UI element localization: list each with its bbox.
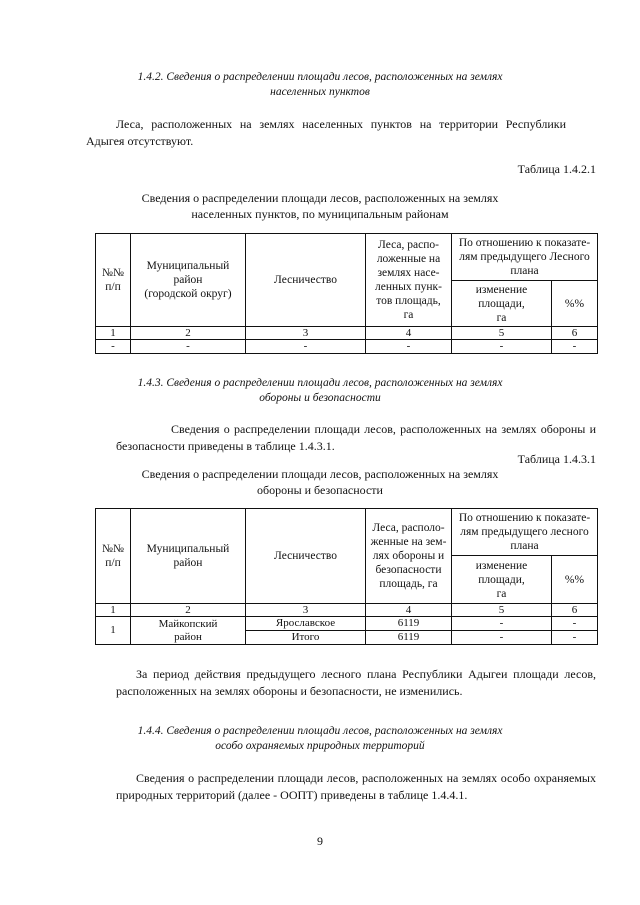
table-cell-change: - [452,631,552,645]
column-number-row [96,604,598,617]
caption-line: населенных пунктов, по муниципальным районам [191,207,449,221]
table-cell-area: 6119 [366,617,452,631]
page-number: 9 [317,834,323,848]
table-cell-forestry: Ярославское [246,617,366,631]
table-cell: - [246,340,366,354]
heading-line: 1.4.4. Сведения о распределении площади лесов, расположенных на землях [137,725,503,737]
header-change: изменение площади, га [452,281,552,327]
table-cell-change: - [452,617,552,631]
table-cell: - [552,340,598,354]
table-caption-1-4-2-1 [100,190,540,222]
header-num: №№ п/п [96,509,131,604]
column-number: 6 [552,604,598,617]
header-district: Муниципальный район (городской округ) [131,234,246,327]
column-number-row [96,327,598,340]
heading-line: 1.4.3. Сведения о распределении площади лесов, расположенных на землях [137,377,503,389]
column-number: 4 [366,327,452,340]
header-district: Муниципальный район [131,509,246,604]
column-number: 1 [96,327,131,340]
section-paragraph-1-4-4: Сведения о распределении площади лесов, расположенных на землях особо охраняемых природных территорий (далее - ООПТ) приведены в таблице 1.4.4.1. [116,771,596,802]
table-cell-percent: - [552,617,598,631]
table-cell-forestry: Итого [246,631,366,645]
caption-line: Сведения о распределении площади лесов, расположенных на землях [141,191,499,205]
column-number: 2 [131,604,246,617]
column-number: 1 [96,604,131,617]
header-num: №№ п/п [96,234,131,327]
heading-line: обороны и безопасности [259,392,381,404]
heading-line: 1.4.2. Сведения о распределении площади лесов, расположенных на землях [137,71,503,83]
section-heading-1-4-2 [60,70,580,100]
column-number: 2 [131,327,246,340]
table-cell: - [96,340,131,354]
header-area: Леса, располо- женные на зем- лях обороны и безопасности площадь, га [366,509,452,604]
column-number: 3 [246,327,366,340]
table-cell-percent: - [552,631,598,645]
table-number-1-4-2-1: Таблица 1.4.2.1 [517,162,596,176]
column-number: 3 [246,604,366,617]
table-cell: - [366,340,452,354]
table-row [96,340,598,354]
table-cell-area: 6119 [366,631,452,645]
header-percent: %% [552,556,598,604]
column-number: 4 [366,604,452,617]
section-paragraph-1-4-3: Сведения о распределении площади лесов, расположенных на землях обороны и безопасности приведены в таблице 1.4.3.1. [116,422,596,453]
table-1-4-3-1 [95,508,598,645]
table-1-4-2-1 [95,233,598,354]
section-paragraph-1-4-2: Леса, расположенных на землях населенных пунктов на территории Республики Адыгея отсутствуют. [86,117,566,148]
table-cell: - [452,340,552,354]
section-closing-paragraph-1-4-3: За период действия предыдущего лесного плана Республики Адыгеи площади лесов, расположенных на землях обороны и безопасности, не изменились. [116,667,596,698]
caption-line: Сведения о распределении площади лесов, расположенных на землях [141,467,499,481]
section-heading-1-4-3 [60,376,580,406]
header-forestry: Лесничество [246,234,366,327]
heading-line: особо охраняемых природных территорий [215,740,425,752]
header-change: изменение площади, га [452,556,552,604]
header-percent: %% [552,281,598,327]
header-forestry: Лесничество [246,509,366,604]
table-number-1-4-3-1: Таблица 1.4.3.1 [517,452,596,466]
header-relative: По отношению к показате- лям предыдущего лесного плана [452,509,598,556]
section-heading-1-4-4 [60,724,580,754]
table-cell-row-number: 1 [96,617,131,645]
table-caption-1-4-3-1 [100,466,540,498]
caption-line: обороны и безопасности [257,483,383,497]
table-cell: - [131,340,246,354]
heading-line: населенных пунктов [270,86,370,98]
header-relative: По отношению к показате- лям предыдущего Лесного плана [452,234,598,281]
table-cell-district: Майкопский район [131,617,246,645]
header-area: Леса, распо- ложенные на землях насе- ленных пунк- тов площадь, га [366,234,452,327]
column-number: 5 [452,327,552,340]
column-number: 6 [552,327,598,340]
table-row [96,617,598,631]
column-number: 5 [452,604,552,617]
